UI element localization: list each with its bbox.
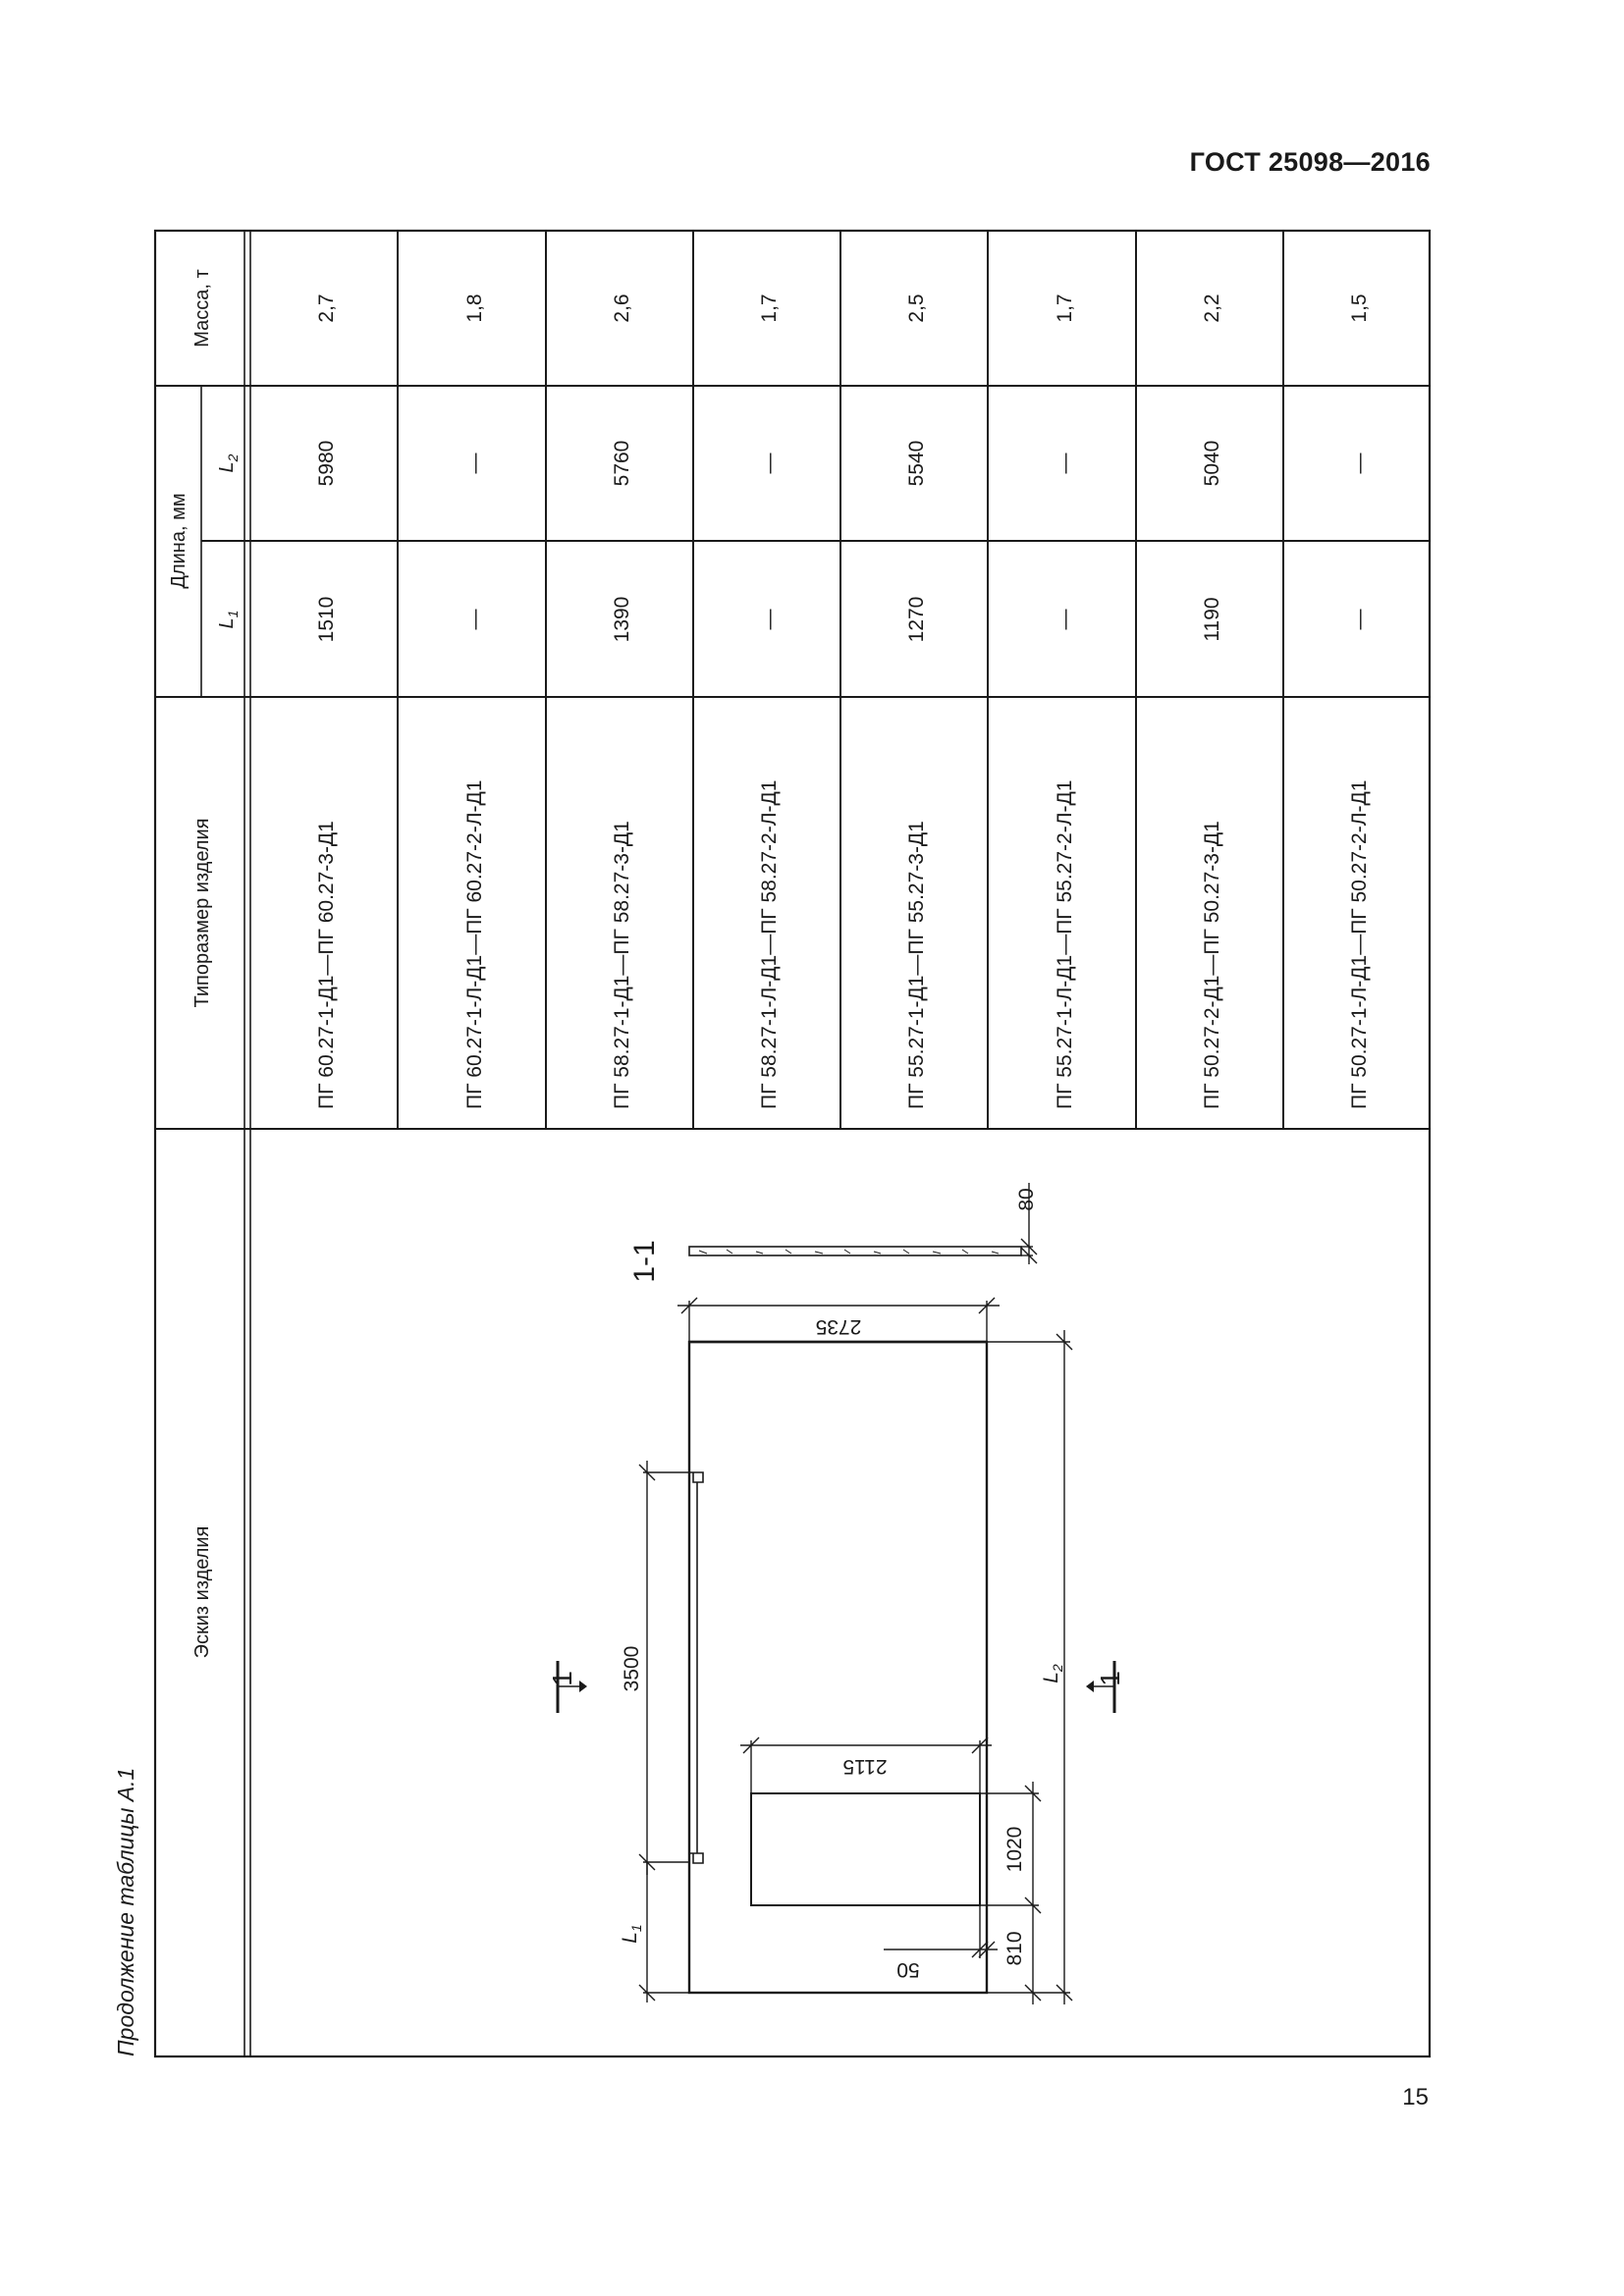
cell-mass: 2,5 bbox=[905, 294, 928, 323]
cell-mass: 2,7 bbox=[315, 294, 338, 323]
cell-type: ПГ 60.27-1-Л-Д1—ПГ 60.27-2-Л-Д1 bbox=[463, 779, 486, 1109]
table-border bbox=[155, 231, 1430, 2056]
notch-upper bbox=[689, 1472, 703, 1482]
cell-type: ПГ 50.27-2-Д1—ПГ 50.27-3-Д1 bbox=[1201, 821, 1223, 1109]
cell-l2: — bbox=[1348, 453, 1371, 474]
header-type: Типоразмер изделия bbox=[191, 818, 213, 1008]
standard-number: ГОСТ 25098—2016 bbox=[1189, 147, 1431, 177]
section-marker-left: 1 bbox=[547, 1671, 577, 1686]
page-number: 15 bbox=[1402, 2084, 1429, 2110]
header-mass: Масса, т bbox=[191, 269, 213, 347]
cell-l2: 5040 bbox=[1201, 440, 1223, 487]
cell-l2: — bbox=[463, 453, 486, 474]
section-label: 1-1 bbox=[628, 1240, 661, 1283]
header-length: Длина, мм bbox=[168, 493, 189, 589]
notch-lower bbox=[689, 1853, 703, 1863]
table-row bbox=[1054, 294, 1076, 1109]
cell-l2: 5980 bbox=[315, 440, 338, 487]
cell-l1: 1270 bbox=[905, 596, 928, 643]
header-sketch: Эскиз изделия bbox=[191, 1525, 213, 1659]
section-hatch bbox=[699, 1250, 999, 1254]
cell-l1: — bbox=[1348, 609, 1371, 630]
dim-2115: 2115 bbox=[842, 1755, 888, 1778]
cell-l1: — bbox=[1054, 609, 1076, 630]
dim-810: 810 bbox=[1003, 1931, 1026, 1966]
cell-mass: 1,8 bbox=[463, 294, 486, 323]
section-profile bbox=[689, 1247, 1021, 1255]
table-row bbox=[315, 294, 338, 1109]
table-caption: Продолжение таблицы А.1 bbox=[113, 1767, 138, 2056]
section-marker-right: 1 bbox=[1095, 1671, 1125, 1686]
table-row bbox=[1201, 294, 1223, 1109]
dim-width: 2735 bbox=[815, 1315, 862, 1338]
dim-1020: 1020 bbox=[1003, 1826, 1026, 1873]
cell-type: ПГ 55.27-1-Д1—ПГ 55.27-3-Д1 bbox=[905, 821, 928, 1109]
dim-3500: 3500 bbox=[621, 1645, 643, 1692]
cell-l1: — bbox=[758, 609, 781, 630]
cell-mass: 2,6 bbox=[611, 294, 633, 323]
cell-mass: 1,7 bbox=[758, 294, 781, 323]
table-row bbox=[1348, 294, 1371, 1109]
cell-l2: — bbox=[1054, 453, 1076, 474]
panel-outline bbox=[689, 1342, 987, 1993]
header-l2: $L_2$ bbox=[216, 454, 241, 473]
table-row bbox=[611, 294, 633, 1109]
cell-l2: 5760 bbox=[611, 440, 633, 487]
cell-l2: — bbox=[758, 453, 781, 474]
cell-type: ПГ 55.27-1-Л-Д1—ПГ 55.27-2-Л-Д1 bbox=[1054, 779, 1076, 1109]
cell-type: ПГ 50.27-1-Л-Д1—ПГ 50.27-2-Л-Д1 bbox=[1348, 779, 1371, 1109]
section-arrow-right bbox=[1086, 1681, 1094, 1692]
opening-outline bbox=[751, 1793, 980, 1905]
cell-type: ПГ 58.27-1-Д1—ПГ 58.27-3-Д1 bbox=[611, 821, 633, 1109]
cell-mass: 1,7 bbox=[1054, 294, 1076, 323]
cell-l1: — bbox=[463, 609, 486, 630]
section-arrow-left bbox=[579, 1681, 587, 1692]
dim-thickness: 80 bbox=[1015, 1188, 1038, 1211]
table-row bbox=[758, 294, 781, 1109]
cell-mass: 2,2 bbox=[1201, 294, 1223, 323]
dim-l2: $L_2$ bbox=[1040, 1664, 1065, 1683]
cell-l1: 1510 bbox=[315, 596, 338, 643]
product-sketch bbox=[558, 1183, 1114, 2004]
cell-type: ПГ 58.27-1-Л-Д1—ПГ 58.27-2-Л-Д1 bbox=[758, 779, 781, 1109]
table-row bbox=[905, 294, 928, 1109]
cell-mass: 1,5 bbox=[1348, 294, 1371, 323]
table-row bbox=[463, 294, 486, 1109]
cell-l1: 1390 bbox=[611, 596, 633, 643]
cell-l1: 1190 bbox=[1201, 597, 1223, 642]
header-l1: $L_1$ bbox=[216, 610, 241, 629]
cell-l2: 5540 bbox=[905, 440, 928, 487]
dim-50: 50 bbox=[896, 1958, 920, 1981]
dim-l1: $L_1$ bbox=[619, 1924, 644, 1944]
cell-type: ПГ 60.27-1-Д1—ПГ 60.27-3-Д1 bbox=[315, 821, 338, 1109]
